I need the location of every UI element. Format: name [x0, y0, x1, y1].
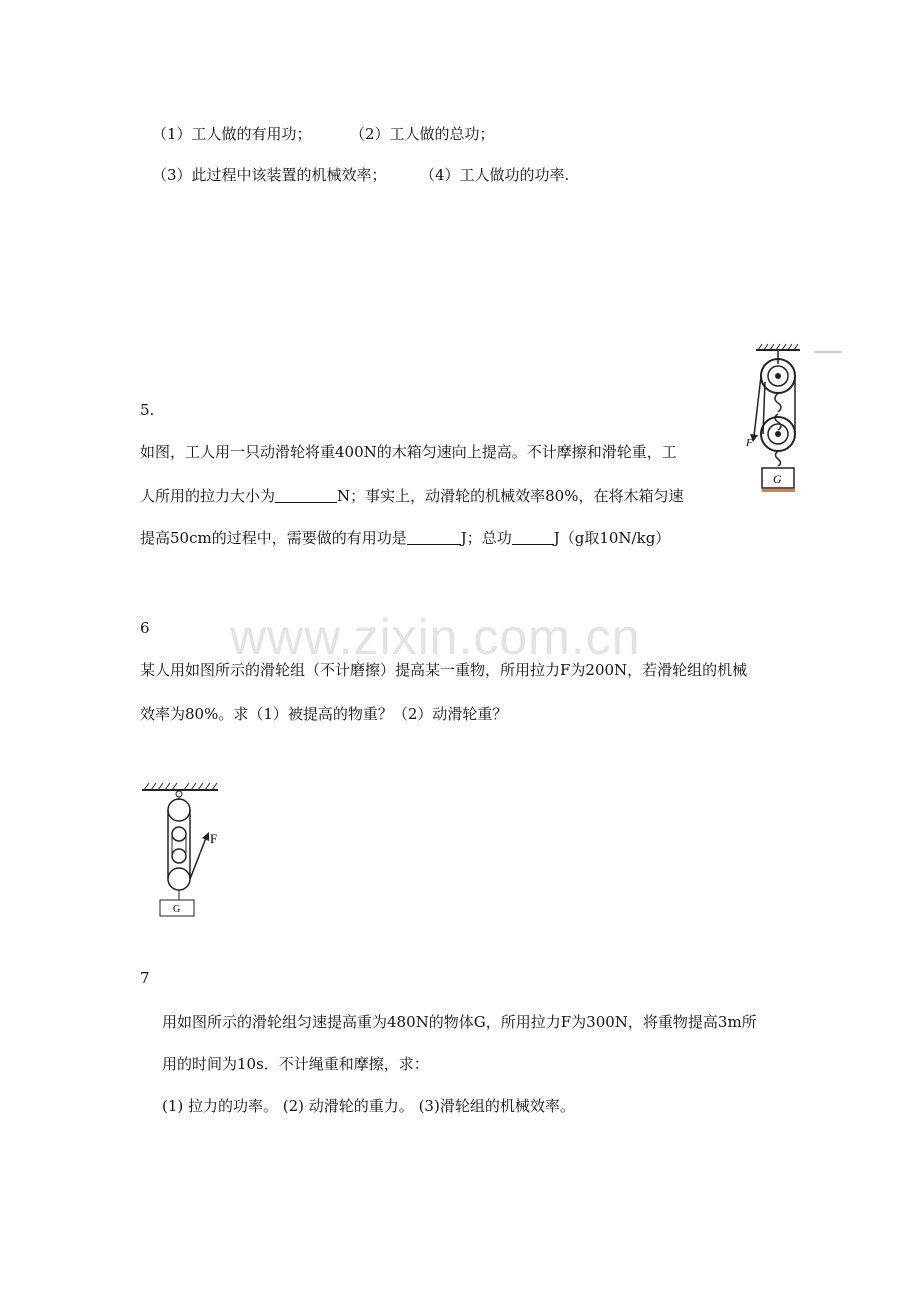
question-5-line-2-a: 人所用的拉力大小为	[140, 487, 276, 505]
question-5-line-3	[140, 528, 670, 548]
question-6-line-1: 某人用如图所示的滑轮组（不计磨擦）提高某一重物，所用拉力F为200N，若滑轮组的机械	[140, 661, 748, 679]
force-label: F	[210, 831, 218, 846]
pull-rope	[190, 838, 206, 879]
pull-rope	[754, 376, 761, 436]
question-5-line-3-a: 提高50cm的过程中，需要做的有用功是	[140, 529, 407, 547]
question-5-line-3-c: J（g取10N/kg）	[553, 529, 671, 547]
question-part-4: （4）工人做功的功率.	[420, 166, 570, 184]
question-7-line-3: (1) 拉力的功率。 (2) 动滑轮的重力。 (3)滑轮组的机械效率。	[162, 1097, 575, 1115]
question-5-line-1: 如图，工人用一只动滑轮将重400N的木箱匀速向上提高。不计摩擦和滑轮重，工	[140, 443, 677, 461]
answer-blank-force	[275, 488, 337, 503]
question-5-line-2-b: N；事实上，动滑轮的机械效率80%，在将木箱匀速	[337, 487, 684, 505]
pulley-figure-q6	[138, 778, 238, 920]
inner-pulley	[172, 827, 186, 841]
question-7-number: 7	[140, 969, 150, 987]
answer-blank-useful-work	[407, 530, 461, 545]
question-7-line-2: 用的时间为10s．不计绳重和摩擦，求：	[162, 1055, 429, 1073]
pulley-figure-q5	[742, 340, 842, 498]
question-5-line-3-b: J；总功	[460, 529, 512, 547]
question-5-number: 5.	[140, 401, 155, 419]
question-5-line-2	[140, 486, 683, 506]
weight-label: G	[173, 904, 181, 915]
question-6-line-2: 效率为80%。求（1）被提高的物重？（2）动滑轮重？	[140, 705, 508, 723]
ground-strip	[762, 489, 795, 492]
force-label: F	[746, 437, 753, 449]
question-part-2: （2）工人做的总功；	[350, 125, 495, 143]
answer-blank-total-work	[512, 530, 554, 545]
upper-fixed-pulley	[168, 799, 190, 821]
watermark: www.zixin.com.cn	[230, 609, 641, 665]
question-6-number: 6	[140, 619, 150, 637]
question-7-line-1: 用如图所示的滑轮组匀速提高重为480N的物体G，所用拉力F为300N，将重物提高3m所	[162, 1013, 757, 1031]
lower-movable-pulley	[168, 868, 190, 890]
question-part-1: （1）工人做的有用功；	[152, 125, 312, 143]
question-part-3: （3）此过程中该装置的机械效率；	[152, 166, 387, 184]
weight-label: G	[773, 472, 782, 486]
inner-pulley	[172, 849, 186, 863]
